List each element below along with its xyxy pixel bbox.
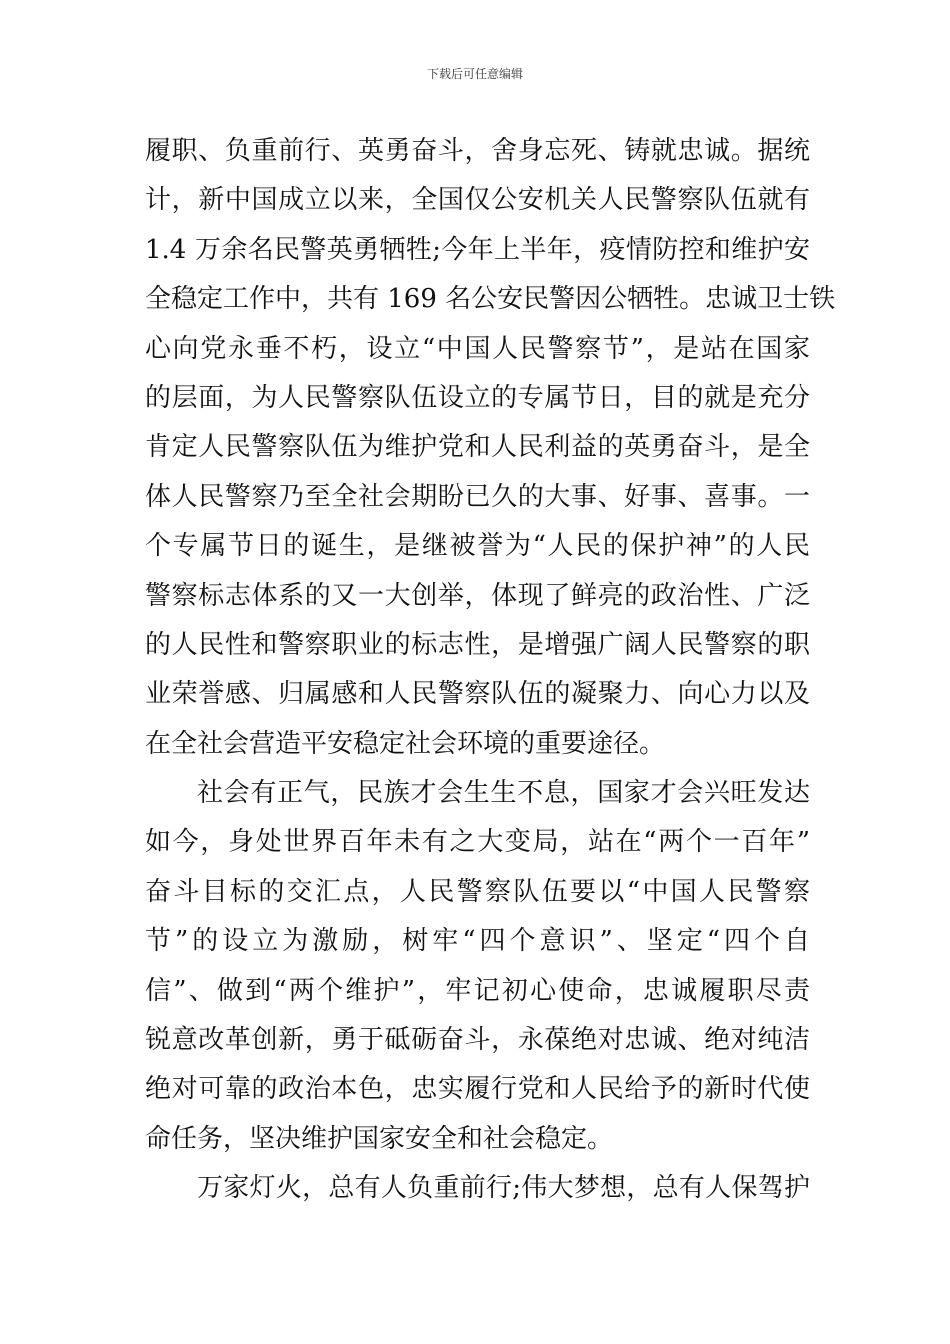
text-line: 计，新中国成立以来，全国仅公安机关人民警察队伍就有: [145, 185, 810, 216]
text-line: 的人民性和警察职业的标志性，是增强广阔人民警察的职: [145, 629, 810, 660]
text-line: 履职、负重前行、英勇奋斗，舍身忘死、铸就忠诚。据统: [145, 136, 810, 166]
document-body: [145, 127, 836, 1214]
page-header-note: 下载后可任意编辑: [426, 67, 523, 81]
text-line: 社会有正气，民族才会生生不息，国家才会兴旺发达: [197, 778, 810, 809]
text-line: 如今，身处世界百年未有之大变局，站在“两个一百年”: [145, 827, 810, 858]
text-line: 个专属节日的诞生，是继被誉为“人民的保护神”的人民: [145, 531, 810, 562]
text-line: 命任务，坚决维护国家安全和社会稳定。: [145, 1123, 614, 1154]
text-line: 奋斗目标的交汇点，人民警察队伍要以“中国人民警察: [145, 876, 810, 907]
text-line: 1.4 万余名民警英勇牺牲;今年上半年，疫情防控和维护安: [145, 234, 810, 265]
text-line: 全稳定工作中，共有 169 名公安民警因公牺牲。忠诚卫士铁: [145, 284, 836, 315]
text-line: 警察标志体系的又一大创举，体现了鲜亮的政治性、广泛: [145, 580, 810, 611]
text-line: 肯定人民警察队伍为维护党和人民利益的英勇奋斗，是全: [145, 432, 810, 463]
paragraph-2: [145, 769, 810, 1164]
paragraph-3: [145, 1164, 810, 1213]
text-line: 心向党永垂不朽，设立“中国人民警察节”，是站在国家: [145, 333, 810, 364]
text-line: 锐意改革创新，勇于砥砺奋斗，永葆绝对忠诚、绝对纯洁: [145, 1025, 810, 1056]
text-line: 业荣誉感、归属感和人民警察队伍的凝聚力、向心力以及: [145, 679, 810, 710]
text-line: 节”的设立为激励，树牢“四个意识”、坚定“四个自: [145, 926, 810, 957]
text-line: 在全社会营造平安稳定社会环境的重要途径。: [145, 728, 666, 759]
text-line: 万家灯火，总有人负重前行;伟大梦想，总有人保驾护: [197, 1173, 810, 1204]
text-line: 绝对可靠的政治本色，忠实履行党和人民给予的新时代使: [145, 1074, 810, 1105]
text-line: 的层面，为人民警察队伍设立的专属节日，目的就是充分: [145, 382, 810, 413]
text-line: 信”、做到“两个维护”，牢记初心使命，忠诚履职尽责: [145, 975, 810, 1006]
text-line: 体人民警察乃至全社会期盼已久的大事、好事、喜事。一: [145, 481, 810, 512]
paragraph-1: [145, 127, 836, 769]
